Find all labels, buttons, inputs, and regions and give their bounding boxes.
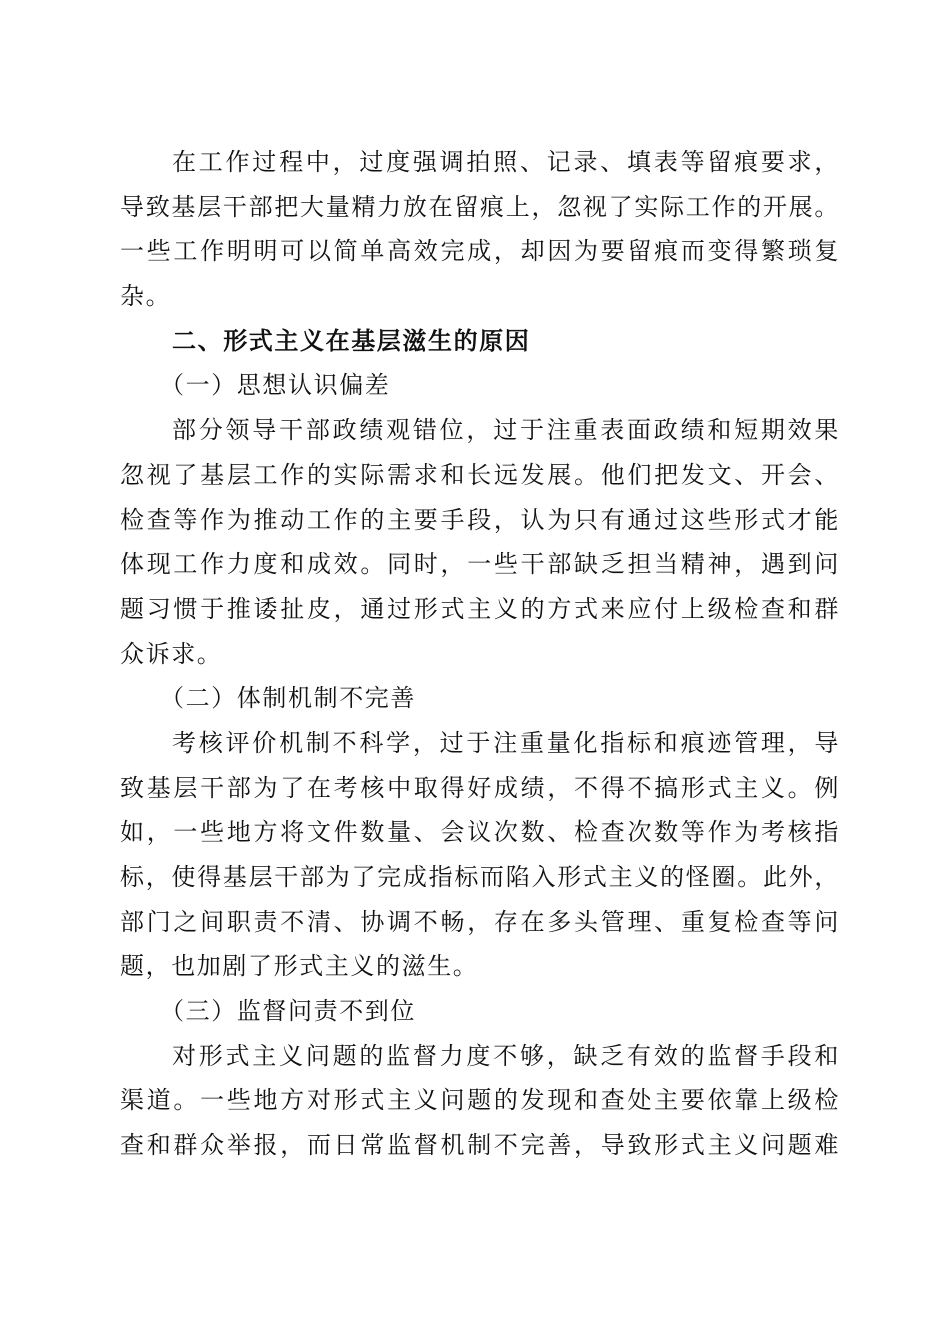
paragraph-line: 部门之间职责不清、协调不畅，存在多头管理、重复检查等问 [120,907,840,936]
paragraph-line: 部分领导干部政绩观错位，过于注重表面政绩和短期效果 [172,416,840,445]
paragraph-line: 题习惯于推诿扯皮，通过形式主义的方式来应付上级检查和群 [120,594,840,623]
subsection-heading: （二）体制机制不完善 [160,684,416,713]
paragraph-line: 致基层干部为了在考核中取得好成绩，不得不搞形式主义。例 [120,773,840,802]
paragraph-line: 在工作过程中，过度强调拍照、记录、填表等留痕要求， [172,148,840,176]
document-page [120,140,840,1168]
paragraph-line: 一些工作明明可以简单高效完成，却因为要留痕而变得繁琐复 [120,237,840,266]
subsection-heading: （一）思想认识偏差 [160,371,391,400]
paragraph-line: 如，一些地方将文件数量、会议次数、检查次数等作为考核指 [120,818,840,847]
paragraph-line: 杂。 [120,282,172,311]
paragraph-line: 众诉求。 [120,639,223,668]
subsection-heading: （三）监督问责不到位 [160,997,416,1026]
paragraph-line: 检查等作为推动工作的主要手段，认为只有通过这些形式才能 [120,505,840,534]
paragraph-line: 考核评价机制不科学，过于注重量化指标和痕迹管理，导 [172,728,840,757]
paragraph-line: 忽视了基层工作的实际需求和长远发展。他们把发文、开会、 [120,460,840,489]
paragraph-line: 导致基层干部把大量精力放在留痕上，忽视了实际工作的开展。 [120,192,840,221]
paragraph-line: 渠道。一些地方对形式主义问题的发现和查处主要依靠上级检 [120,1086,840,1115]
paragraph-line: 标，使得基层干部为了完成指标而陷入形式主义的怪圈。此外， [120,863,840,891]
paragraph-line: 查和群众举报，而日常监督机制不完善，导致形式主义问题难 [120,1131,840,1160]
paragraph-line: 体现工作力度和成效。同时，一些干部缺乏担当精神，遇到问 [120,550,840,579]
paragraph-line: 题，也加剧了形式主义的滋生。 [120,952,479,981]
section-heading: 二、形式主义在基层滋生的原因 [172,326,531,355]
paragraph-line: 对形式主义问题的监督力度不够，缺乏有效的监督手段和 [172,1041,840,1070]
